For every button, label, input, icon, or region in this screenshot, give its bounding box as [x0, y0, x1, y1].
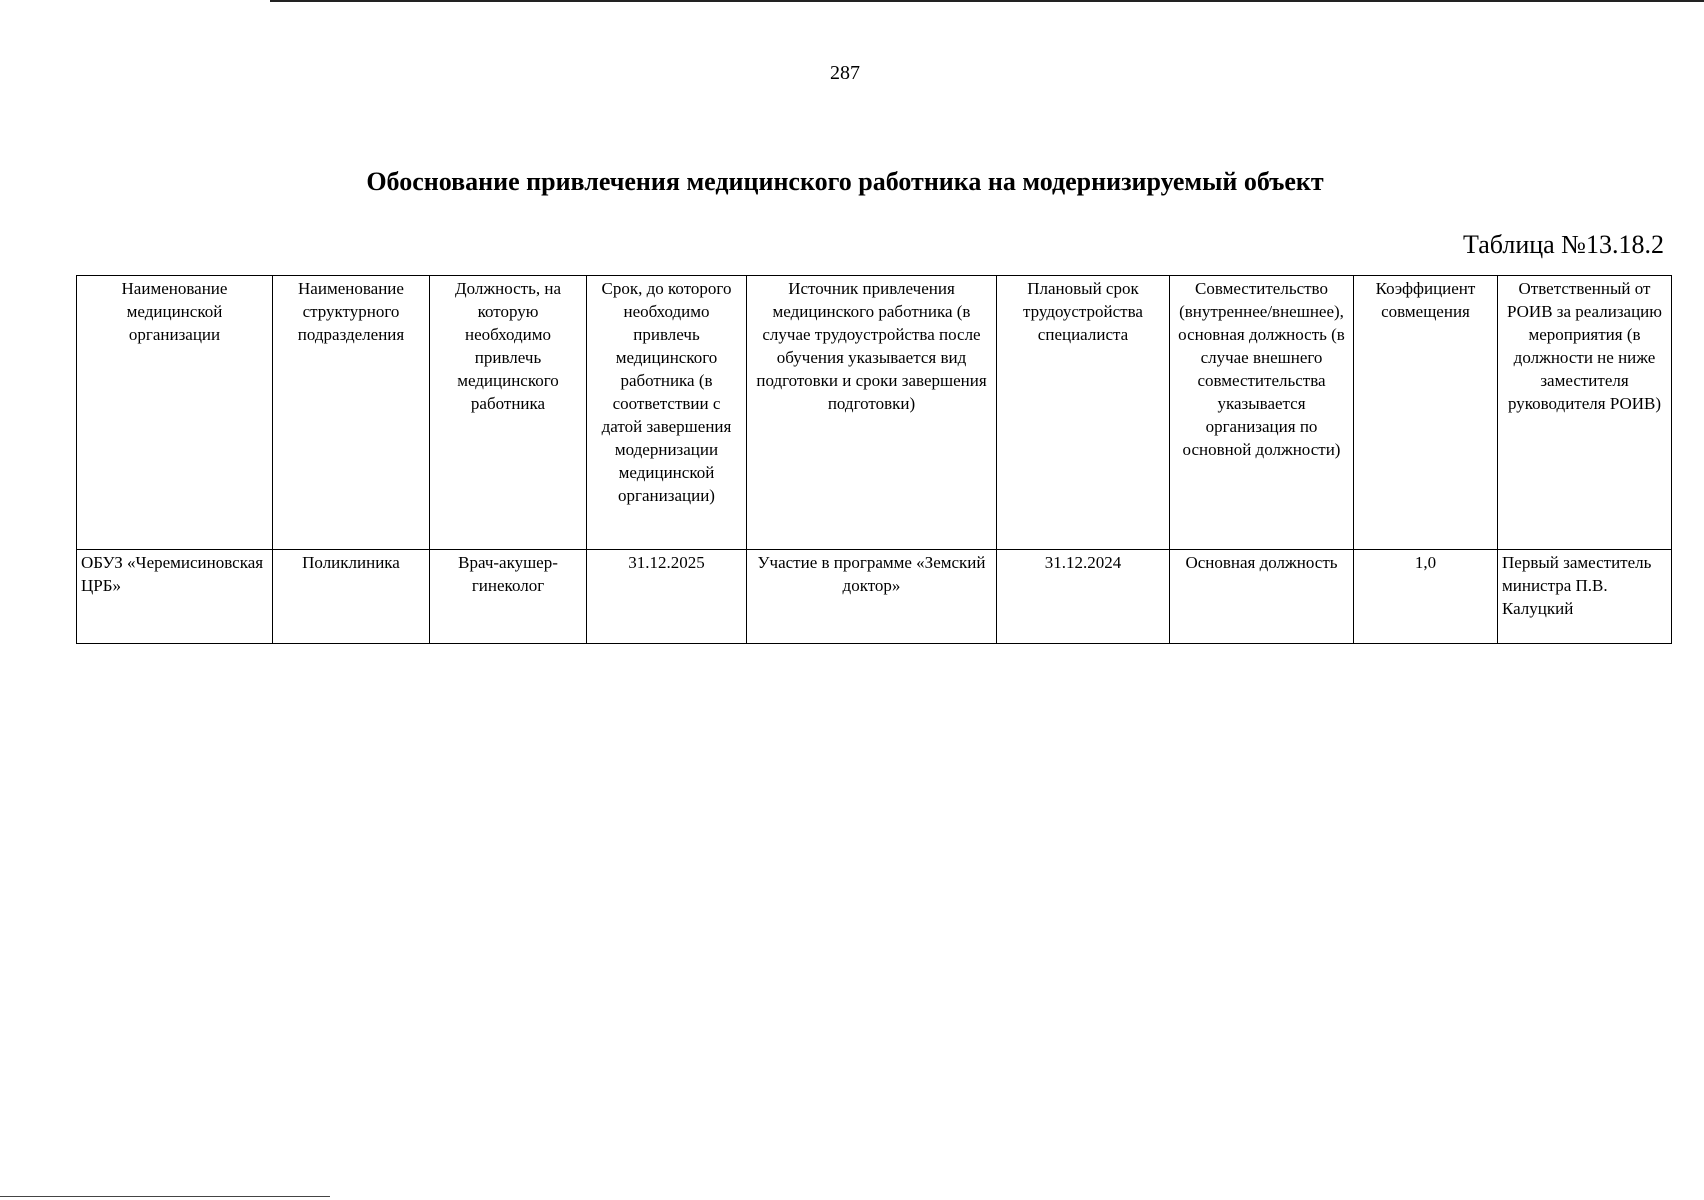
table-number: Таблица №13.18.2 [1462, 230, 1664, 259]
cell-coefficient: 1,0 [1354, 550, 1498, 644]
cell-combination: Основная должность [1170, 550, 1354, 644]
table-row [77, 550, 1672, 644]
header-source: Источник привлечения медицинского работника (в случае трудоустройства после обучения указывается вид подготовки и сроки завершения подготовки) [747, 276, 997, 550]
justification-table [76, 275, 1672, 644]
header-deadline: Срок, до которого необходимо привлечь медицинского работника (в соответствии с датой завершения модернизации медицинской организации) [587, 276, 747, 550]
header-combination: Совместительство (внутреннее/внешнее), основная должность (в случае внешнего совместительства указывается организация по основной должности) [1170, 276, 1354, 550]
page-number: 287 [830, 62, 860, 84]
cell-responsible: Первый заместитель министра П.В. Калуцкий [1498, 550, 1672, 644]
header-responsible: Ответственный от РОИВ за реализацию мероприятия (в должности не ниже заместителя руководителя РОИВ) [1498, 276, 1672, 550]
header-department: Наименование структурного подразделения [273, 276, 430, 550]
document-title: Обоснование привлечения медицинского работника на модернизируемый объект [366, 167, 1324, 196]
cell-position: Врач-акушер-гинеколог [430, 550, 587, 644]
header-coefficient: Коэффициент совмещения [1354, 276, 1498, 550]
cell-deadline: 31.12.2025 [587, 550, 747, 644]
cell-department: Поликлиника [273, 550, 430, 644]
header-planned-date: Плановый срок трудоустройства специалиста [997, 276, 1170, 550]
header-org-name: Наименование медицинской организации [77, 276, 273, 550]
table-header-row [77, 276, 1672, 550]
scan-border-top [270, 0, 1704, 2]
header-position: Должность, на которую необходимо привлечь медицинского работника [430, 276, 587, 550]
cell-source: Участие в программе «Земский доктор» [747, 550, 997, 644]
cell-planned-date: 31.12.2024 [997, 550, 1170, 644]
cell-org-name: ОБУЗ «Черемисиновская ЦРБ» [77, 550, 273, 644]
scan-border-bottom [0, 1196, 330, 1197]
